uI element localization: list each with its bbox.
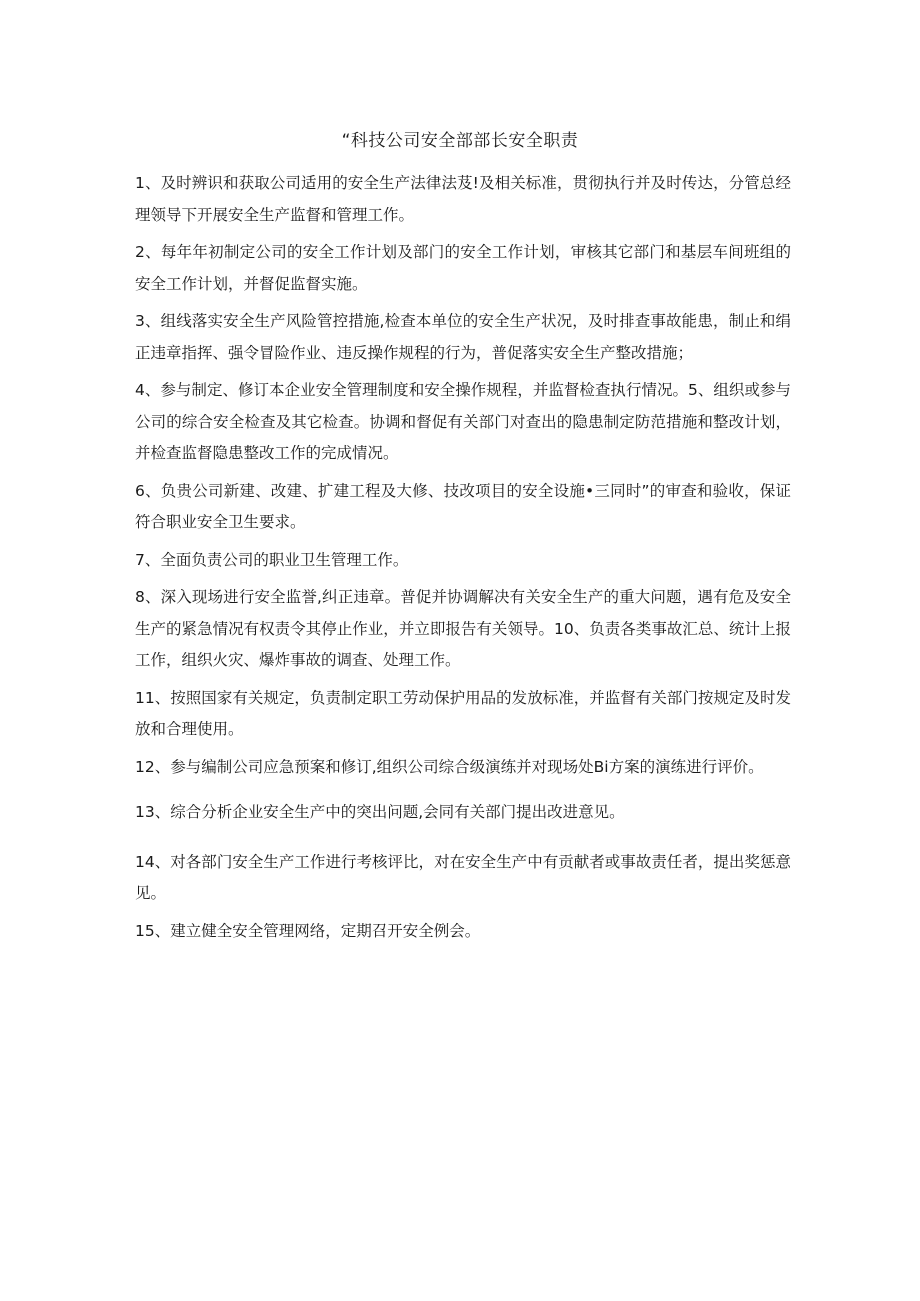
paragraph-12: 15、建立健全安全管理网络，定期召开安全例会。 — [135, 921, 481, 940]
paragraph-5: 6、负贵公司新建、改建、扩建工程及大修、技改项目的安全设施•三同时”的审查和验收，保证符合职业安全卫生要求。 — [135, 481, 791, 531]
paragraph-4: 4、参与制定、修订本企业安全管理制度和安全操作规程，并监督检查执行情况。5、组织或参与公司的综合安全检查及其它检查。协调和督促有关部门对查出的隐患制定防范措施和整改计划，并检查监督隐患整改工作的完成情况。 — [135, 381, 791, 462]
document-title: “科技公司安全部部长安全职责 — [341, 131, 579, 151]
paragraph-2: 2、每年年初制定公司的安全工作计划及部门的安全工作计划，审核其它部门和基层车间班组的安全工作计划，并督促监督实施。 — [135, 243, 791, 293]
paragraph-11: 14、对各部门安全生产工作进行考核评比，对在安全生产中有贡献者或事故责任者，提出奖惩意见。 — [135, 852, 791, 902]
paragraph-7: 8、深入现场进行安全监誉,纠正违章。普促并协调解决有关安全生产的重大问题，遇有危及安全生产的紧急情况有权责令其停止作业，并立即报告有关领导。10、负责各类事故汇总、统计上报工作，组织火灾、爆炸事故的调查、处理工作。 — [135, 588, 791, 669]
paragraph-6: 7、全面负责公司的职业卫生管理工作。 — [135, 550, 409, 569]
paragraph-8: 11、按照国家有关规定，负责制定职工劳动保护用品的发放标准，并监督有关部门按规定及时发放和合理使用。 — [135, 688, 791, 738]
paragraph-9: 12、参与编制公司应急预案和修订,组织公司综合级演练并对现场处Bi方案的演练进行评价。 — [135, 757, 764, 776]
paragraph-1: 1、及时辨识和获取公司适用的安全生产法律法芨!及相关标准，贯彻执行并及时传达，分管总经理领导下开展安全生产监督和管理工作。 — [135, 174, 791, 224]
paragraph-3: 3、组线落实安全生产风险管控措施,检查本单位的安全生产状况，及时排查事故能患，制止和绢正违章指挥、强令冒险作业、违反操作规程的行为，普促落实安全生产整改措施； — [135, 312, 791, 362]
document-body — [135, 168, 791, 953]
paragraph-10: 13、综合分析企业安全生产中的突出问题,会同有关部门提出改进意见。 — [135, 803, 625, 821]
